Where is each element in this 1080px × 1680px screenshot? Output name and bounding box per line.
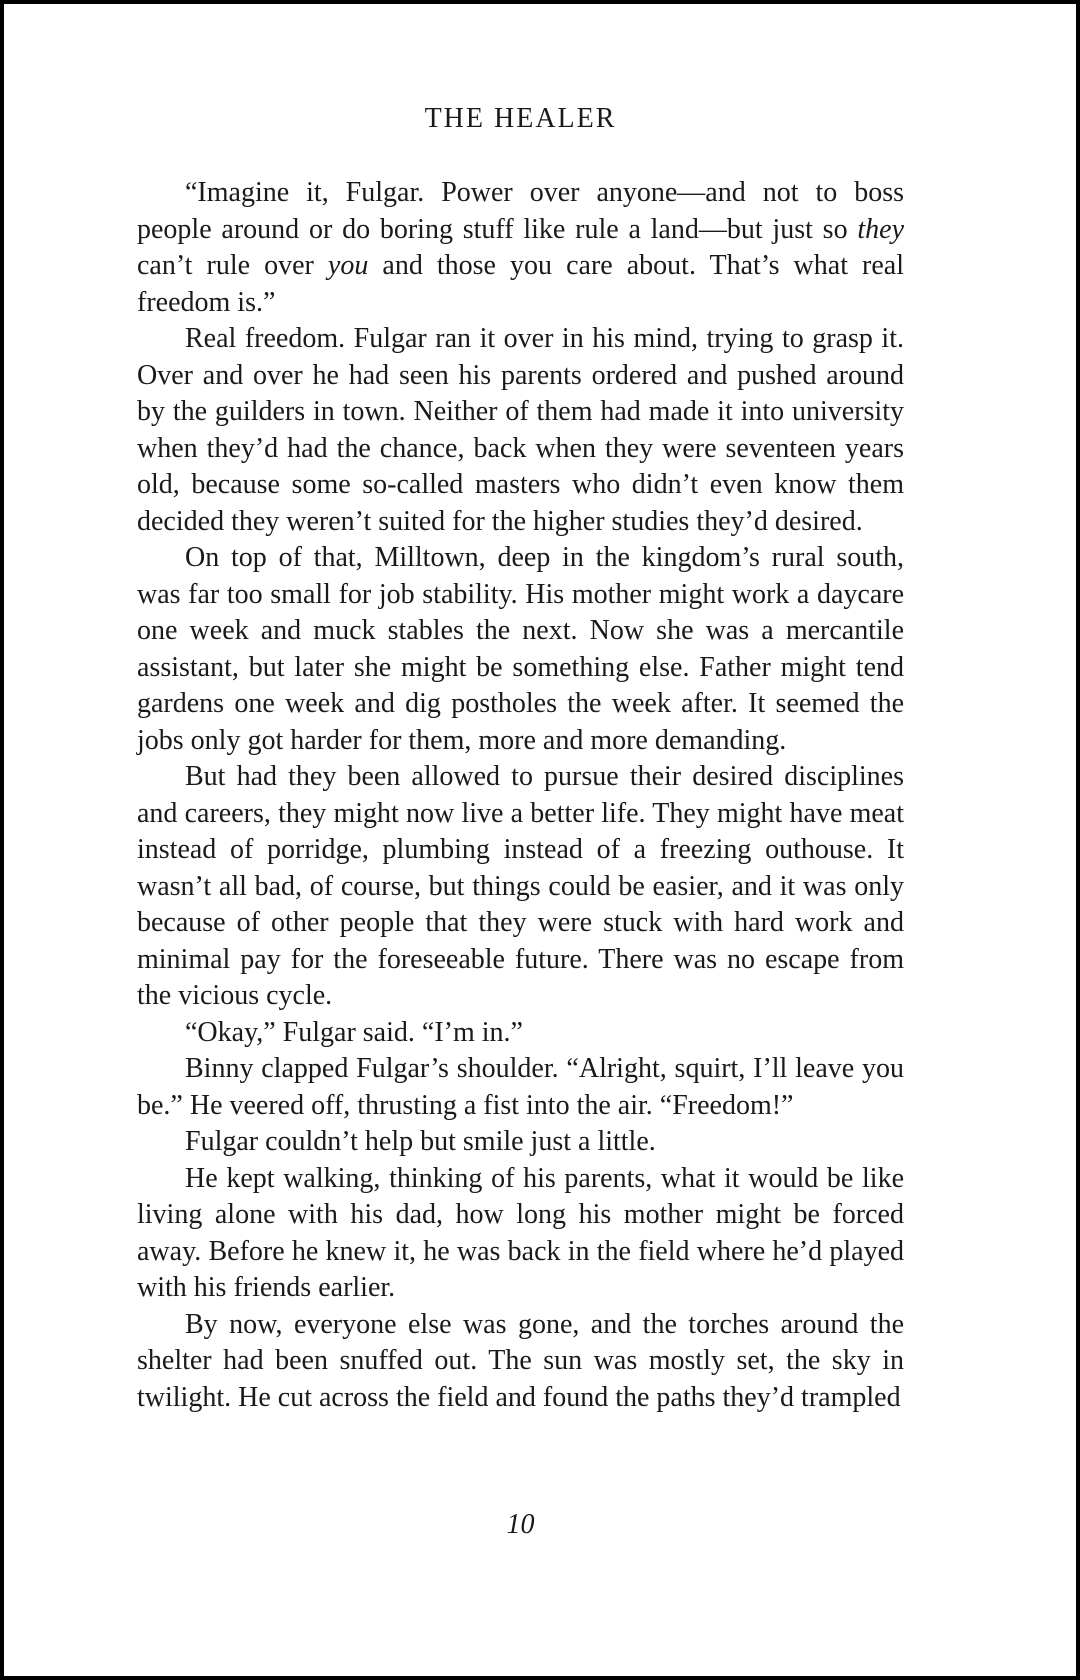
page-body-text [137, 175, 904, 1416]
text-segment: and those you care about. That’s what real freedom is.” [137, 250, 904, 318]
text-segment: Binny clapped Fulgar’s shoulder. “Alright, squirt, I’ll leave you be.” He veered off, thrusting a fist into the air. “Freedom!” [137, 1053, 904, 1121]
paragraph [137, 540, 904, 759]
paragraph [137, 1015, 904, 1052]
text-segment: But had they been allowed to pursue their desired disciplines and careers, they might now live a better life. They might have meat instead of porridge, plumbing instead of a freezing outhouse. It wasn’t all bad, of course, but things could be easier, and it was only because of other people that they were stuck with hard work and minimal pay for the foreseeable future. There was no escape from the vicious cycle. [137, 761, 904, 1011]
text-segment: Real freedom. Fulgar ran it over in his mind, trying to grasp it. Over and over he had seen his parents ordered and pushed around by the guilders in town. Neither of them had made it into university when they’d had the chance, back when they were seventeen years old, because some so-called masters who didn’t even know them decided they weren’t suited for the higher studies they’d desired. [137, 323, 904, 537]
text-segment: “Okay,” Fulgar said. “I’m in.” [185, 1016, 523, 1048]
paragraph [137, 321, 904, 540]
text-segment: On top of that, Milltown, deep in the kingdom’s rural south, was far too small for job stability. His mother might work a daycare one week and muck stables the next. Now she was a mercantile assistant, but later she might be something else. Father might tend gardens one week and dig postholes the week after. It seemed the jobs only got harder for them, more and more demanding. [137, 542, 904, 756]
text-segment: can’t rule over [137, 250, 328, 281]
paragraph [137, 1124, 904, 1161]
running-head-title: THE HEALER [424, 103, 617, 134]
text-segment: Fulgar couldn’t help but smile just a little. [185, 1126, 656, 1157]
italic-text-segment: they [857, 213, 904, 245]
italic-text-segment: you [327, 250, 369, 281]
paragraph [137, 1051, 904, 1124]
paragraph [137, 759, 904, 1015]
text-segment: “Imagine it, Fulgar. Power over anyone—and not to boss people around or do boring stuff like rule a land—but just so [137, 177, 904, 245]
page-number: 10 [506, 1509, 535, 1540]
paragraph [137, 1161, 904, 1307]
text-segment: By now, everyone else was gone, and the torches around the shelter had been snuffed out. The sun was mostly set, the sky in twilight. He cut across the field and found the paths they’d trampled [137, 1308, 904, 1413]
paragraph [137, 175, 904, 321]
paragraph [137, 1307, 904, 1417]
text-segment: He kept walking, thinking of his parents, what it would be like living alone with his dad, how long his mother might be forced away. Before he knew it, he was back in the field where he’d played with his friends earlier. [137, 1162, 904, 1303]
